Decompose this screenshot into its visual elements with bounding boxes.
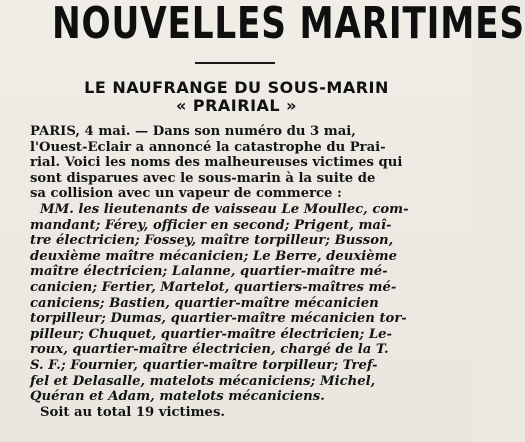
article-body	[30, 124, 465, 420]
article-line: fel et Delasalle, matelots mécaniciens; Michel,	[30, 373, 376, 389]
article-line: sont disparues avec le sous-marin à la suite de	[30, 170, 376, 186]
headline-line-1: LE NAUFRANGE DU SOUS-MARIN	[84, 78, 389, 97]
article-line: S. F.; Fournier, quartier-maître torpilleur; Tref-	[30, 357, 378, 373]
section-masthead: NOUVELLES MARITIMES	[52, 0, 525, 49]
article-line: pilleur; Chuquet, quartier-maître électricien; Le-	[30, 326, 393, 342]
article-line: roux, quartier-maître électricien, chargé de la T.	[30, 342, 389, 358]
article-line: l'Ouest-Eclair a annoncé la catastrophe du Prai-	[30, 139, 386, 155]
article-line: mandant; Férey, officier en second; Prigent, maî-	[30, 217, 392, 233]
article-line: MM. les lieutenants de vaisseau Le Moullec, com-	[40, 201, 409, 217]
article-line: Soit au total 19 victimes.	[40, 404, 225, 420]
article-line: tre électricien; Fossey, maître torpilleur; Busson,	[30, 233, 394, 249]
article-line: rial. Voici les noms des malheureuses victimes qui	[30, 155, 403, 171]
divider-rule	[195, 62, 275, 64]
article-line: Quéran et Adam, matelots mécaniciens.	[30, 389, 325, 405]
article-line: caniciens; Bastien, quartier-maître mécanicien	[30, 295, 379, 311]
article-line: maître électricien; Lalanne, quartier-maître mé-	[30, 264, 388, 280]
article-line: torpilleur; Dumas, quartier-maître mécanicien tor-	[30, 311, 407, 327]
article-line: canicien; Fertier, Martelot, quartiers-maîtres mé-	[30, 279, 397, 295]
headline-line-2: « PRAIRIAL »	[175, 96, 298, 115]
article-line: sa collision avec un vapeur de commerce :	[30, 186, 342, 202]
article-line: PARIS, 4 mai. — Dans son numéro du 3 mai,	[30, 124, 356, 139]
article-line: deuxième maître mécanicien; Le Berre, deuxième	[30, 248, 397, 264]
